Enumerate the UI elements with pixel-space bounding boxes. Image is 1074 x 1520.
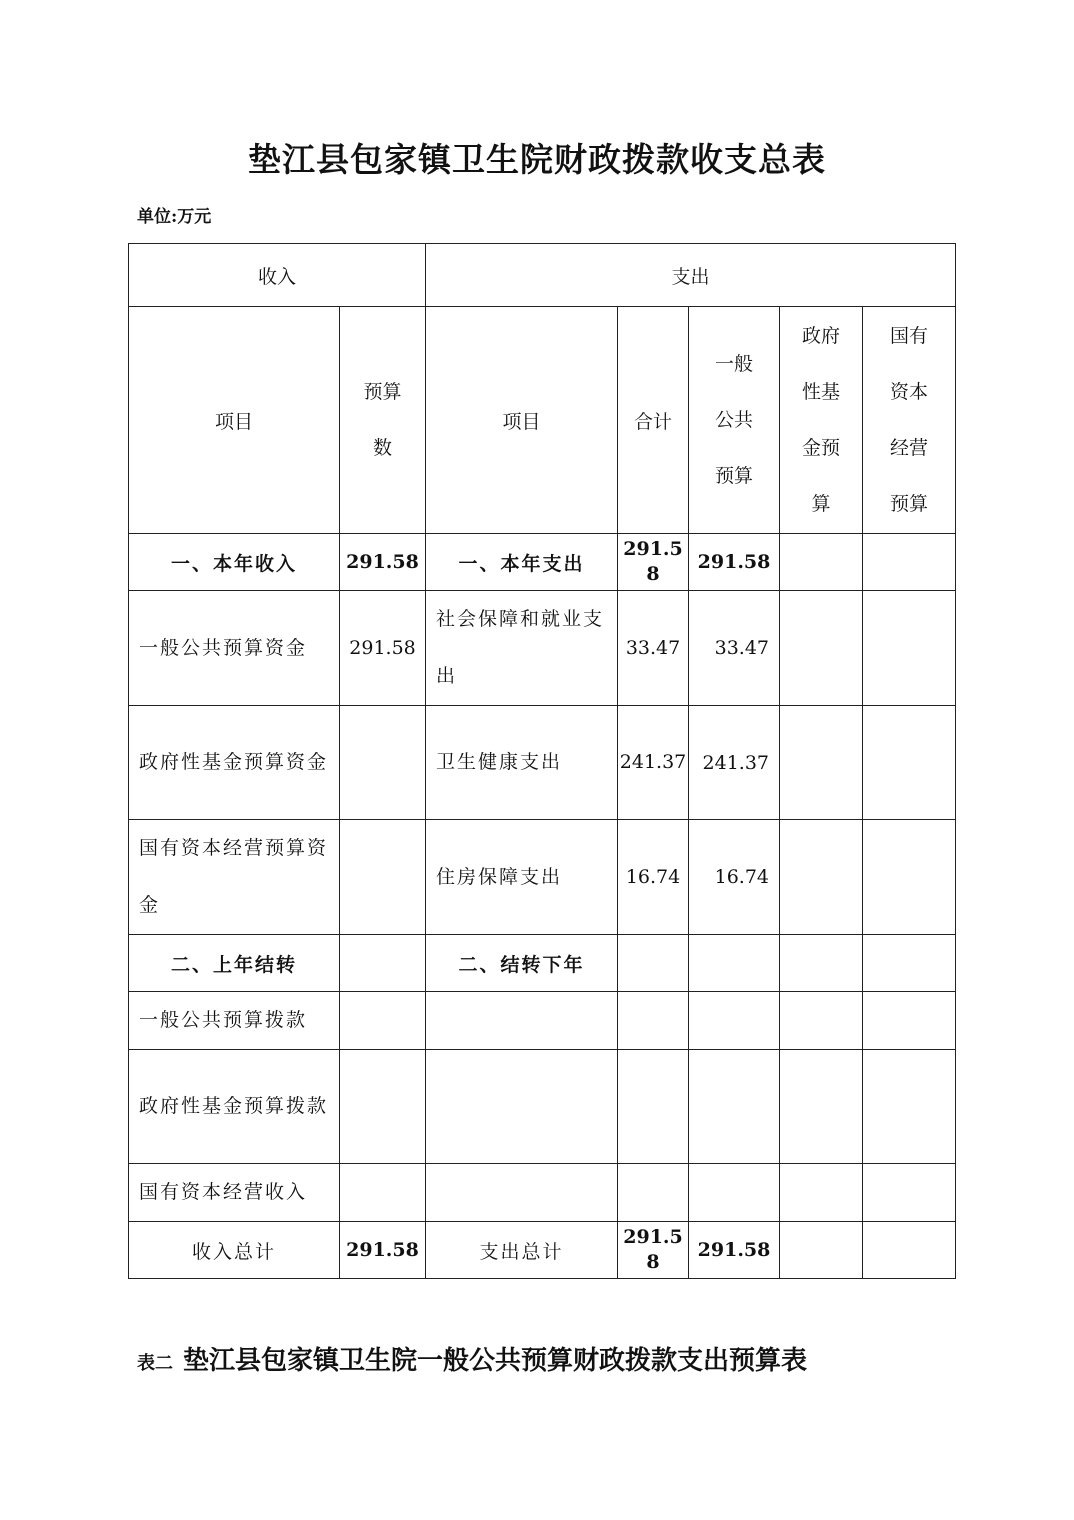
table2-title-text: 垫江县包家镇卫生院一般公共预算财政拨款支出预算表	[183, 1346, 808, 1376]
gov-fund-cell	[780, 534, 863, 591]
expense-item-cell: 一、本年支出	[426, 534, 618, 591]
table-row	[129, 1164, 956, 1222]
table-total-row	[129, 1222, 956, 1279]
table2-title	[137, 1340, 807, 1377]
expense-item-cell: 二、结转下年	[426, 935, 618, 992]
general-budget-cell	[689, 1050, 780, 1164]
state-capital-cell	[863, 935, 956, 992]
table-column-header-row	[129, 307, 956, 534]
expense-total-cell	[618, 935, 689, 992]
table-row	[129, 992, 956, 1050]
table-group-header-row	[129, 244, 956, 307]
budget-summary-table	[128, 243, 956, 1279]
income-item-cell: 国有资本经营收入	[129, 1164, 340, 1222]
unit-label: 单位:万元	[137, 207, 212, 227]
income-item-cell: 一、本年收入	[129, 534, 340, 591]
income-item-header: 项目	[129, 307, 340, 534]
general-budget-cell: 33.47	[689, 591, 780, 706]
state-capital-cell	[863, 591, 956, 706]
expense-header: 支出	[426, 244, 956, 307]
gov-fund-cell	[780, 706, 863, 820]
income-value-cell	[340, 820, 426, 935]
state-capital-cell	[863, 1222, 956, 1279]
income-item-cell: 国有资本经营预算资金	[129, 820, 340, 935]
expense-total-label: 支出总计	[426, 1222, 618, 1279]
gov-fund-cell	[780, 992, 863, 1050]
general-budget-cell	[689, 935, 780, 992]
state-capital-cell	[863, 820, 956, 935]
expense-item-header: 项目	[426, 307, 618, 534]
general-budget-cell: 291.58	[689, 1222, 780, 1279]
expense-item-cell	[426, 1164, 618, 1222]
income-total-value: 291.58	[340, 1222, 426, 1279]
state-capital-cell	[863, 1164, 956, 1222]
income-value-cell	[340, 992, 426, 1050]
income-item-cell: 政府性基金预算资金	[129, 706, 340, 820]
income-total-label: 收入总计	[129, 1222, 340, 1279]
budget-amount-header: 预算 数	[340, 307, 426, 534]
general-budget-header: 一般 公共 预算	[689, 307, 780, 534]
expense-total-cell: 291.58	[618, 1222, 689, 1279]
general-budget-cell	[689, 992, 780, 1050]
general-budget-cell: 16.74	[689, 820, 780, 935]
expense-item-cell	[426, 992, 618, 1050]
general-budget-cell: 291.58	[689, 534, 780, 591]
gov-fund-cell	[780, 1050, 863, 1164]
state-capital-cell	[863, 992, 956, 1050]
income-item-cell: 二、上年结转	[129, 935, 340, 992]
general-budget-cell: 241.37	[689, 706, 780, 820]
expense-total-cell: 291.58	[618, 534, 689, 591]
income-item-cell: 一般公共预算拨款	[129, 992, 340, 1050]
expense-item-cell: 社会保障和就业支出	[426, 591, 618, 706]
gov-fund-budget-header: 政府 性基 金预 算	[780, 307, 863, 534]
general-budget-cell	[689, 1164, 780, 1222]
income-item-cell: 一般公共预算资金	[129, 591, 340, 706]
expense-item-cell: 卫生健康支出	[426, 706, 618, 820]
expense-total-cell	[618, 1164, 689, 1222]
gov-fund-cell	[780, 935, 863, 992]
expense-total-cell	[618, 992, 689, 1050]
gov-fund-cell	[780, 820, 863, 935]
page-title: 垫江县包家镇卫生院财政拨款收支总表	[248, 140, 826, 179]
total-header: 合计	[618, 307, 689, 534]
income-item-cell: 政府性基金预算拨款	[129, 1050, 340, 1164]
state-capital-cell	[863, 706, 956, 820]
income-value-cell	[340, 706, 426, 820]
expense-total-cell: 16.74	[618, 820, 689, 935]
table-row	[129, 1050, 956, 1164]
state-capital-cell	[863, 534, 956, 591]
table-row	[129, 935, 956, 992]
expense-item-cell	[426, 1050, 618, 1164]
table2-prefix: 表二	[137, 1353, 173, 1374]
table-row	[129, 820, 956, 935]
income-value-cell	[340, 935, 426, 992]
income-value-cell: 291.58	[340, 591, 426, 706]
expense-total-cell: 241.37	[618, 706, 689, 820]
income-value-cell	[340, 1050, 426, 1164]
gov-fund-cell	[780, 1164, 863, 1222]
table-row	[129, 534, 956, 591]
expense-total-cell: 33.47	[618, 591, 689, 706]
gov-fund-cell	[780, 1222, 863, 1279]
gov-fund-cell	[780, 591, 863, 706]
expense-item-cell: 住房保障支出	[426, 820, 618, 935]
expense-total-cell	[618, 1050, 689, 1164]
income-value-cell: 291.58	[340, 534, 426, 591]
income-header: 收入	[129, 244, 426, 307]
table-row	[129, 706, 956, 820]
income-value-cell	[340, 1164, 426, 1222]
table-row	[129, 591, 956, 706]
state-capital-budget-header: 国有 资本 经营 预算	[863, 307, 956, 534]
state-capital-cell	[863, 1050, 956, 1164]
